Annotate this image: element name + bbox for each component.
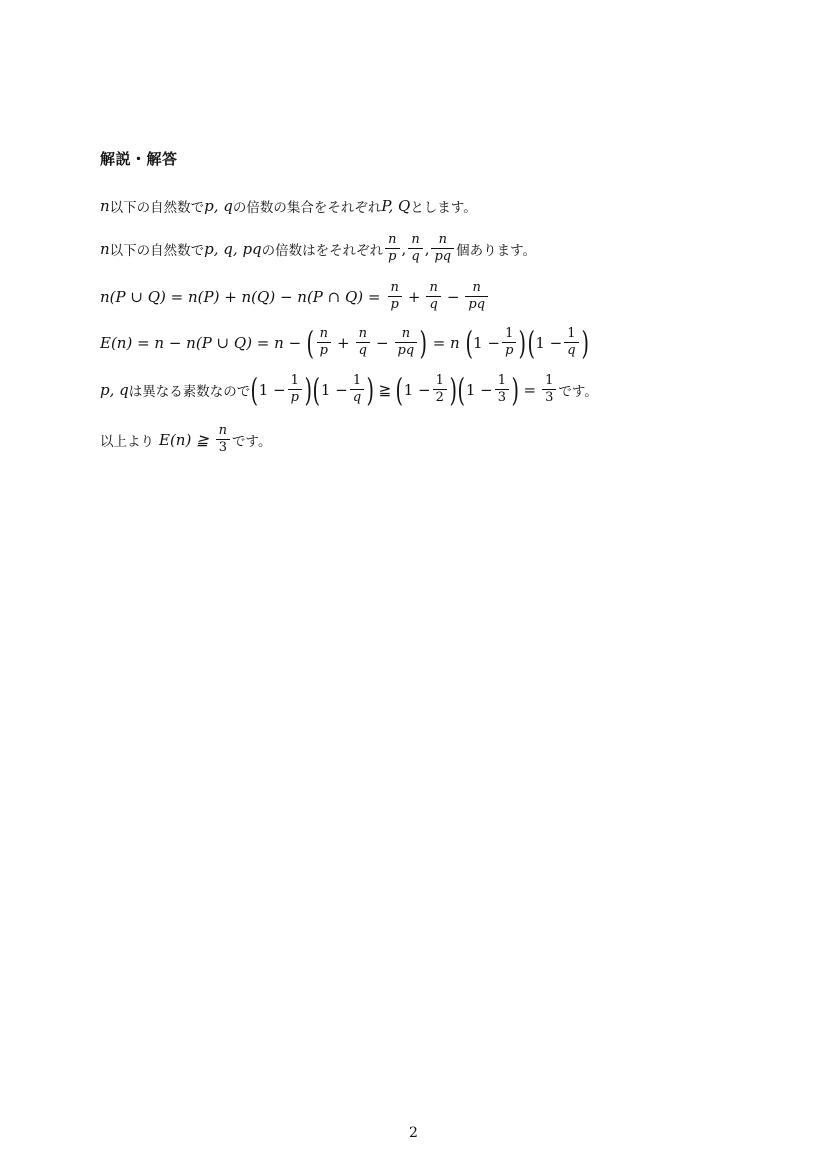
math-geq: ≧ <box>378 380 392 399</box>
math-one-minus: 1 − <box>465 380 493 399</box>
math-PQ: P, Q <box>381 197 411 215</box>
inequality-primes: p, q は異なる素数なので ( 1 − $\frac{1}{p}$ ) ( 1 − $\frac{1}{q}$ ) ≧ ( 1 − $\frac{1}{2}$ ) ( 1 − $\frac{1}{3}$ ) = $\frac{1}{3}$ です。 <box>100 370 598 409</box>
fraction-1-over-p: $\frac{1}{p}$ <box>502 326 516 359</box>
fraction-1-over-2: $\frac{1}{2}$ <box>433 373 447 406</box>
math-one-minus: 1 − <box>535 333 563 352</box>
fraction-n-over-p: $\frac{n}{p}$ <box>385 232 399 265</box>
fraction-n-over-q: $\frac{n}{q}$ <box>408 232 422 265</box>
fraction-1-over-p: $\frac{1}{p}$ <box>288 373 302 406</box>
fraction-n-over-pq: $\frac{n}{pq}$ <box>431 232 454 265</box>
text: 以上より <box>100 433 154 450</box>
math-one-minus: 1 − <box>403 380 431 399</box>
math-E-geq: E(n) ≧ <box>159 430 209 449</box>
text: の倍数はをそれぞれ <box>261 242 384 259</box>
math-pq: p, q <box>204 197 233 215</box>
fraction-n-over-q: $\frac{n}{q}$ <box>356 326 370 359</box>
text: は異なる素数なので <box>128 383 251 400</box>
text: 個あります。 <box>456 242 537 259</box>
equation-E-of-n: E(n) = n − n(P ∪ Q) = n − ( $\frac{n}{p}$ + $\frac{n}{q}$ − $\frac{n}{pq}$ ) = n ( 1 − $\frac{1}{p}$ ) ( 1 − $\frac{1}{q}$ ) <box>100 323 589 362</box>
fraction-n-over-q: $\frac{n}{q}$ <box>426 280 440 313</box>
sentence-multiples-count: n 以下の自然数で p, q, pq の倍数はをそれぞれ $\frac{n}{p}$ , $\frac{n}{q}$ , $\frac{n}{pq}$ 個あります。 <box>100 232 537 264</box>
text: です。 <box>558 383 598 400</box>
conclusion <box>100 423 271 456</box>
math-one-minus: 1 − <box>320 380 348 399</box>
page-number: 2 <box>409 1125 418 1141</box>
text: 以下の自然数で <box>109 200 205 216</box>
fraction-1-over-3: $\frac{1}{3}$ <box>495 373 509 406</box>
fraction-n-over-3: $\frac{n}{3}$ <box>216 423 230 456</box>
fraction-n-over-pq: $\frac{n}{pq}$ <box>465 280 488 313</box>
fraction-1-over-q: $\frac{1}{q}$ <box>564 326 578 359</box>
fraction-n-over-p: $\frac{n}{p}$ <box>388 280 402 313</box>
math-equals-n: = n <box>432 333 460 352</box>
sentence-sets-definition <box>100 196 477 216</box>
math-lhs: E(n) = n − n(P ∪ Q) = n − <box>100 333 302 352</box>
math-equals: = <box>523 380 537 399</box>
equation-union-count: n(P ∪ Q) = n(P) + n(Q) − n(P ∩ Q) = $\frac{n}{p}$ + $\frac{n}{q}$ − $\frac{n}{pq}$ <box>100 280 490 313</box>
fraction-n-over-pq: $\frac{n}{pq}$ <box>395 326 418 359</box>
fraction-n-over-p: $\frac{n}{p}$ <box>317 326 331 359</box>
text: とします。 <box>410 200 477 216</box>
math-n: n <box>100 239 110 258</box>
math-pq-pq: p, q, pq <box>204 239 262 258</box>
fraction-1-over-q: $\frac{1}{q}$ <box>350 373 364 406</box>
text: です。 <box>232 433 272 450</box>
text: 以下の自然数で <box>109 242 205 259</box>
math-pq: p, q <box>100 380 129 399</box>
math-lhs: n(P ∪ Q) = n(P) + n(Q) − n(P ∩ Q) = <box>100 287 381 306</box>
text: の倍数の集合をそれぞれ <box>232 200 382 216</box>
math-one-minus: 1 − <box>473 333 501 352</box>
section-heading: 解説・解答 <box>100 150 178 168</box>
math-n: n <box>100 197 110 215</box>
fraction-1-over-3: $\frac{1}{3}$ <box>542 373 556 406</box>
math-one-minus: 1 − <box>258 380 286 399</box>
